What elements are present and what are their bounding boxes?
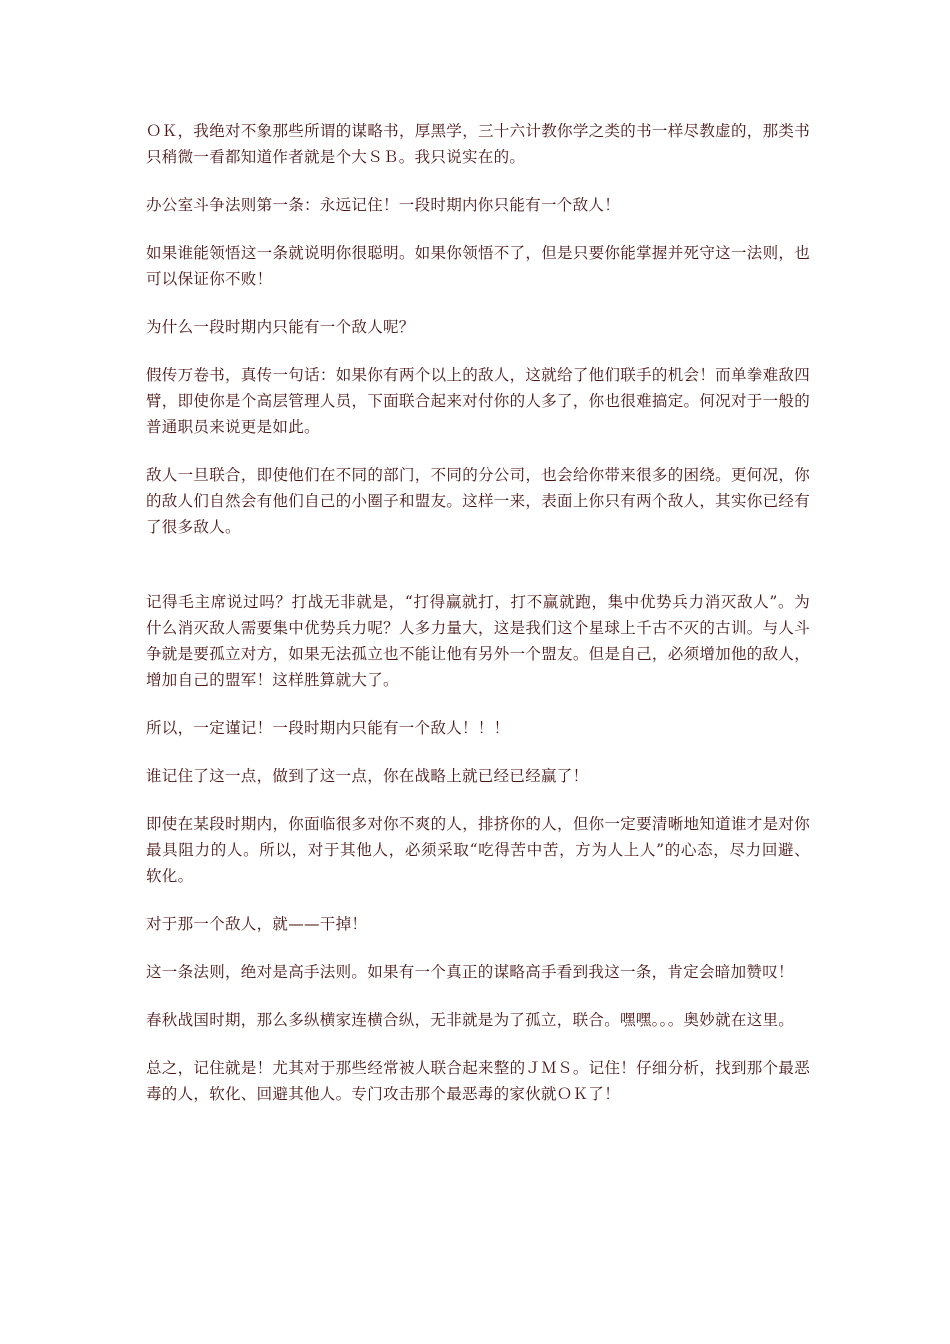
- spacer: [146, 562, 810, 589]
- paragraph-quote: 记得毛主席说过吗？打战无非就是，“打得赢就打，打不赢就跑，集中优势兵力消灭敌人”。为什么消灭敌人需要集中优势兵力呢？人多力量大，这是我们这个星球上千古不灭的古训。与人斗争就是要孤立对方，如果无法孤立也不能让他有另外一个盟友。但是自己，必须增加他的敌人，增加自己的盟军！这样胜算就大了。: [146, 593, 810, 689]
- paragraph: 谁记住了这一点，做到了这一点，你在战略上就已经已经赢了！: [146, 767, 589, 785]
- paragraph: 假传万卷书，真传一句话：如果你有两个以上的敌人，这就给了他们联手的机会！而单拳难敌四臂，即使你是个高层管理人员，下面联合起来对付你的人多了，你也很难搞定。何况对于一般的普通职员来说更是如此。: [146, 366, 810, 436]
- document-body: [146, 118, 810, 1129]
- paragraph: 如果谁能领悟这一条就说明你很聪明。如果你领悟不了，但是只要你能掌握并死守这一法则，也可以保证你不败！: [146, 244, 810, 288]
- paragraph-rule-one: 办公室斗争法则第一条：永远记住！一段时期内你只能有一个敌人！: [146, 196, 621, 214]
- paragraph: 敌人一旦联合，即使他们在不同的部门，不同的分公司，也会给你带来很多的困绕。更何况，你的敌人们自然会有他们自己的小圈子和盟友。这样一来，表面上你只有两个敌人，其实你已经有了很多敌人。: [146, 466, 810, 536]
- paragraph: 春秋战国时期，那么多纵横家连横合纵，无非就是为了孤立，联合。嘿嘿。。。奥妙就在这里。: [146, 1011, 795, 1029]
- paragraph: 对于那一个敌人，就——干掉！: [146, 915, 368, 933]
- paragraph-question: 为什么一段时期内只能有一个敌人呢？: [146, 318, 415, 336]
- paragraph-emphasis: 所以，一定谨记！一段时期内只能有一个敌人！！！: [146, 719, 510, 737]
- paragraph-conclusion: 总之，记住就是！尤其对于那些经常被人联合起来整的ＪＭＳ。记住！仔细分析，找到那个最恶毒的人，软化、回避其他人。专门攻击那个最恶毒的家伙就ＯＫ了！: [146, 1059, 810, 1103]
- paragraph: 即使在某段时期内，你面临很多对你不爽的人，排挤你的人，但你一定要清晰地知道谁才是对你最具阻力的人。所以，对于其他人，必须采取“吃得苦中苦，方为人上人”的心态，尽力回避、软化。: [146, 815, 810, 885]
- paragraph-intro: ＯＫ，我绝对不象那些所谓的谋略书，厚黑学，三十六计教你学之类的书一样尽教虚的，那类书只稍微一看都知道作者就是个大ＳＢ。我只说实在的。: [146, 122, 810, 166]
- paragraph: 这一条法则，绝对是高手法则。如果有一个真正的谋略高手看到我这一条，肯定会暗加赞叹！: [146, 963, 794, 981]
